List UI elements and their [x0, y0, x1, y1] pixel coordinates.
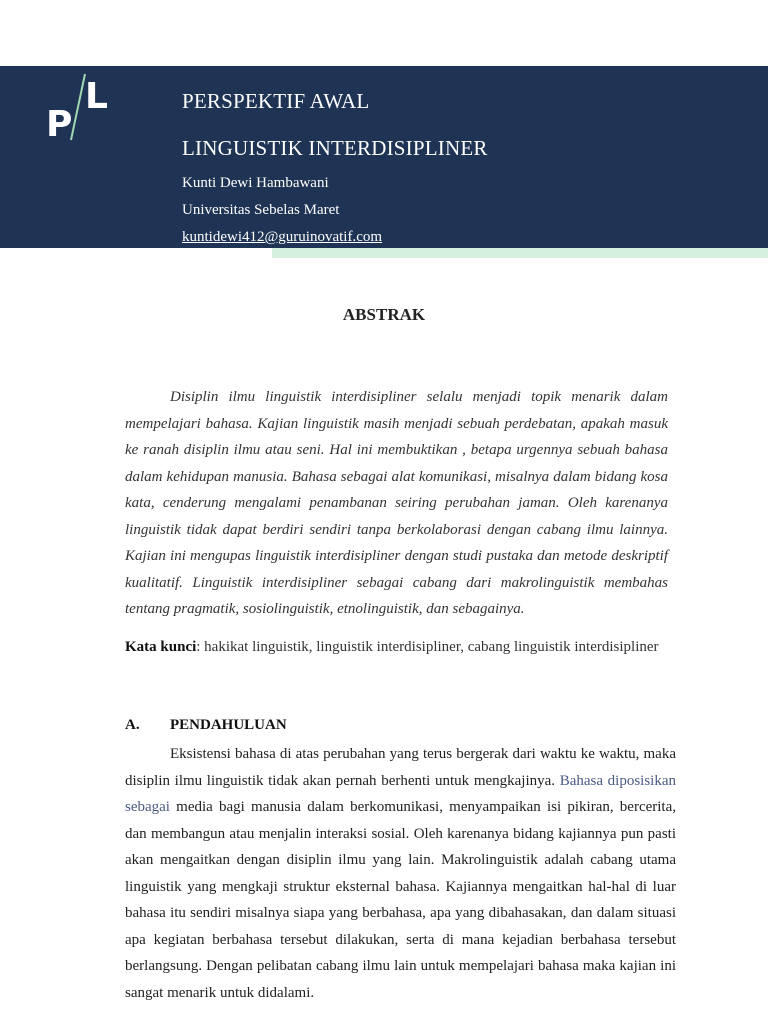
- intro-text-part-2: media bagi manusia dalam berkomunikasi, menyampaikan isi pikiran, bercerita, dan membangun atau menjalin interaksi sosial. Oleh karenanya bidang kajiannya pun pasti akan mengaitkan dengan disiplin ilmu yang lain. Makrolinguistik adalah cabang utama linguistik yang mengkaji struktur eksternal bahasa. Kajiannya mengaitkan hal-hal di luar bahasa itu sendiri misalnya siapa yang berbahasa, apa yang dibahasakan, dan dalam situasi apa kegiatan berbahasa tersebut dilakukan, serta di mana kejadian berbahasa tersebut berlangsung. Dengan pelibatan cabang ilmu lain untuk mempelajari bahasa maka kajian ini sangat menarik untuk didalami.: [125, 799, 676, 1001]
- paper-title-line-1: PERSPEKTIF AWAL: [182, 89, 370, 113]
- intro-highlighted-text: Bahasa diposisikan sebagai: [125, 772, 677, 815]
- author-email-link[interactable]: kuntidewi412@guruinovatif.com: [182, 229, 383, 245]
- abstract-heading: ABSTRAK: [342, 305, 426, 324]
- logo-letter-l: L: [85, 76, 108, 117]
- keywords-label: Kata kunci: [125, 639, 197, 655]
- author-name: Kunti Dewi Hambawani: [182, 175, 329, 191]
- keywords-list: : hakikat linguistik, linguistik interdisipliner, cabang linguistik interdisipliner: [196, 639, 659, 655]
- keywords-line: [125, 639, 685, 656]
- logo-slash: [71, 74, 85, 140]
- author-affiliation: Universitas Sebelas Maret: [182, 202, 340, 218]
- section-number: A.: [125, 717, 140, 733]
- logo-letter-p: P: [46, 104, 73, 144]
- accent-bar: [272, 248, 768, 258]
- section-title: PENDAHULUAN: [170, 717, 287, 733]
- abstract-body: Disiplin ilmu linguistik interdisipliner selalu menjadi topik menarik dalam mempelajari bahasa. Kajian linguistik masih menjadi sebuah perdebatan, apakah masuk ke ranah disiplin ilmu atau seni. Hal ini membuktikan , betapa urgennya sebuah bahasa dalam kehidupan manusia. Bahasa sebagai alat komunikasi, misalnya dalam bidang kosa kata, cenderung mengalami penambanan seiring perubahan jaman. Oleh karenanya linguistik tidak dapat berdiri sendiri tanpa berkolaborasi dengan cabang ilmu lainnya. Kajian ini mengupas linguistik interdisipliner dengan studi pustaka dan metode deskriptif kualitatif. Linguistik interdisipliner sebagai cabang dari makrolinguistik membahas tentang pragmatik, sosiolinguistik, etnolinguistik, dan sebagainya.: [125, 389, 668, 617]
- intro-text-part-1: Eksistensi bahasa di atas perubahan yang terus bergerak dari waktu ke waktu, maka disiplin ilmu linguistik tidak akan pernah berhenti untuk mengkajinya.: [125, 746, 676, 789]
- paper-title-line-2: LINGUISTIK INTERDISIPLINER: [182, 136, 488, 160]
- introduction-paragraph: [125, 741, 676, 1006]
- journal-logo: [44, 70, 116, 144]
- section-heading: [125, 717, 287, 734]
